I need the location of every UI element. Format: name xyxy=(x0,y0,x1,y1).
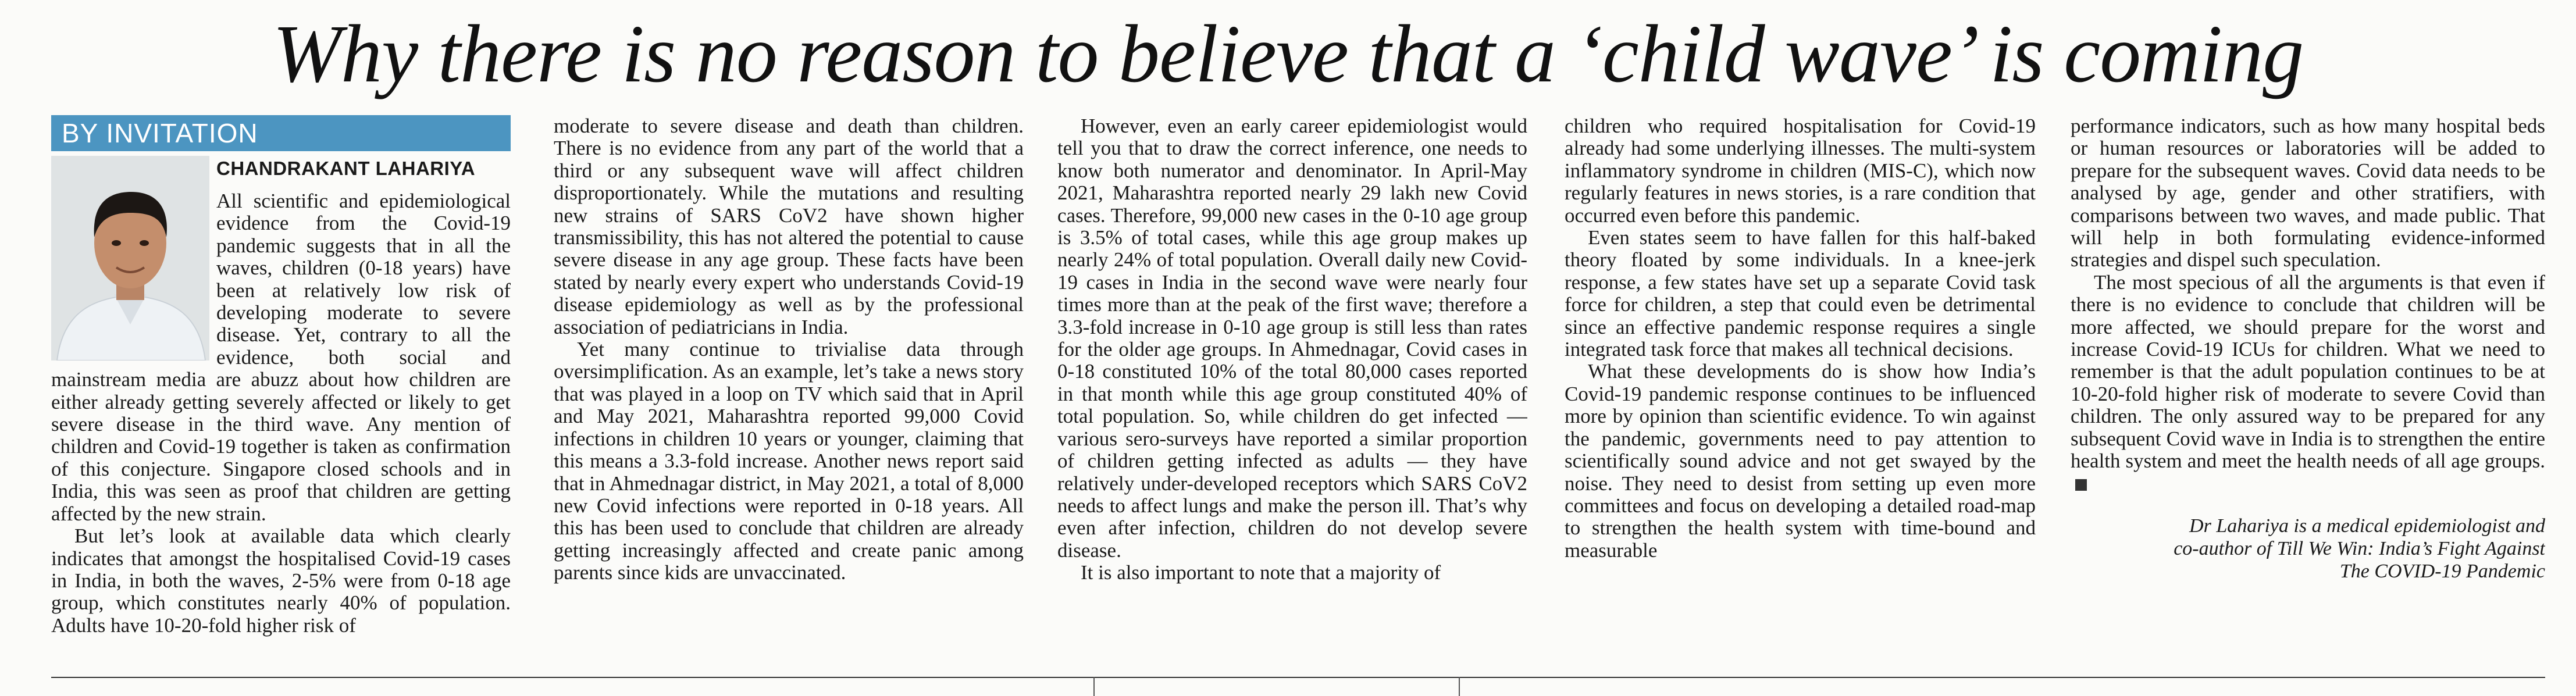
bio-line: The COVID-19 Pandemic xyxy=(2339,560,2545,582)
bottom-divider xyxy=(1459,677,1460,696)
article-column-1 xyxy=(51,115,511,666)
bottom-divider xyxy=(1093,677,1095,696)
article-column-2 xyxy=(554,115,1024,666)
paragraph: moderate to severe disease and death than children. There is no evidence from any part of the world that a third or any subsequent wave will affect children disproportionately. While the mutations and resulting new strains of SARS CoV2 have shown higher transmissibility, this has not altered the potential to cause severe disease in any age group. These facts have been stated by nearly every expert who understands Covid-19 disease epidemiology as well as by the professional association of pediatricians in India. xyxy=(554,115,1024,338)
paragraph: Yet many continue to trivialise data through oversimplification. As an example, let’s take a news story that was played in a loop on TV which said that in April and May 2021, Maharashtra reported 99,000 Covid infections in children 10 years or younger, claiming that this means a 3.3-fold increase. Another news report said that in Ahmednagar district, in May 2021, a total of 8,000 new Covid infections were reported in 0-18 years. All this has been used to conclude that children are already getting increasingly affected and create panic among parents since kids are unvaccinated. xyxy=(554,338,1024,584)
headline: Why there is no reason to believe that a ‘child wave’ is coming xyxy=(272,8,2304,99)
bio-line: co-author of Till We Win: India’s Fight Against xyxy=(2174,537,2545,559)
paragraph: performance indicators, such as how many hospital beds or human resources or laboratories will be added to prepare for the subsequent waves. Covid data needs to be analysed by age, gender and other stratifiers, with comparisons between two waves, and made public. That will help in both formulating evidence-informed strategies and dispel such speculation. xyxy=(2071,115,2545,272)
bio-line: Dr Lahariya is a medical epidemiologist and xyxy=(2189,515,2545,537)
article-column-3 xyxy=(1057,115,1527,666)
article-column-4 xyxy=(1565,115,2036,666)
article-column-5 xyxy=(2071,115,2545,666)
section-kicker: BY INVITATION xyxy=(51,115,511,151)
author-photo xyxy=(51,156,209,361)
paragraph xyxy=(2071,272,2545,495)
paragraph: Even states seem to have fallen for this half-baked theory floated by some individuals. In a knee-jerk response, a few states have set up a separate Covid task force for children, a step that could even be detrimental since an effective pandemic response requires a single integrated task force that makes all technical decisions. xyxy=(1565,226,2036,361)
paragraph: However, even an early career epidemiologist would tell you that to draw the correct inference, one needs to know both numerator and denominator. In April-May 2021, Maharashtra reported nearly 29 lakh new Covid cases. Therefore, 99,000 new cases in the 0-10 age group is 3.5% of total cases, while this age group makes up nearly 24% of total population. Overall daily new Covid-19 cases in India in the second wave were nearly four times more than at the peak of the first wave; therefore a 3.3-fold increase in 0-10 age group is still less than rates for the older age groups. In Ahmednagar, Covid cases in 0-18 constituted 10% of the total 80,000 cases reported in that month while this age group constituted 40% of total population. So, while children do get infected — various sero-surveys have reported a similar proportion of children getting infected as adults — they have relatively under-developed receptors which SARS CoV2 needs to affect lungs and make the person ill. That’s why even after infection, children do not develop severe disease. xyxy=(1057,115,1527,562)
author-byline: CHANDRAKANT LAHARIYA xyxy=(216,158,476,179)
paragraph-text: The most specious of all the arguments is that even if there is no evidence to conclude that children will be more affected, we should prepare for the worst and increase Covid-19 ICUs for children. What we need to remember is that the adult population continues to be at 10-20-fold higher risk of moderate to severe Covid than children. The only assured way to be prepared for any subsequent Covid wave in India is to strengthen the entire health system and meet the health needs of all age groups. xyxy=(2071,270,2545,473)
bottom-rule xyxy=(51,677,2545,678)
paragraph: But let’s look at available data which clearly indicates that amongst the hospitalised Covid-19 cases in India, in both the waves, 2-5% were from 0-18 age group, which constitutes nearly 40% of population. Adults have 10-20-fold higher risk of xyxy=(51,524,511,637)
paragraph: What these developments do is show how India’s Covid-19 pandemic response continues to be influenced more by opinion than scientific evidence. To win against the pandemic, governments need to pay attention to scientifically sound advice and not get swayed by the noise. They need to desist from setting up even more committees and focus on developing a detailed road-map to strengthen the health system with time-bound and measurable xyxy=(1565,360,2036,562)
paragraph: It is also important to note that a majority of xyxy=(1081,561,1441,584)
paragraph: All scientific and epidemiological evidence from the Covid-19 pandemic suggests that in all the waves, children (0-18 years) have been at relatively low risk of developing moderate to severe disease. Yet, contrary to all the evidence, both social and mainstream media are abuzz about how children are either already getting severely affected or likely to get severe disease in the third wave. Any mention of children and Covid-19 together is taken as confirmation of this conjecture. Singapore closed schools and in India, this was seen as proof that children are getting affected by the new strain. xyxy=(51,190,511,525)
author-bio xyxy=(2071,515,2545,583)
author-portrait-icon xyxy=(51,156,209,361)
end-mark-icon xyxy=(2075,479,2087,491)
paragraph: children who required hospitalisation for Covid-19 already had some underlying illnesses. The multi-system inflammatory syndrome in children (MIS-C), which now regularly features in news stories, is a rare condition that occurred even before this pandemic. xyxy=(1565,115,2036,227)
